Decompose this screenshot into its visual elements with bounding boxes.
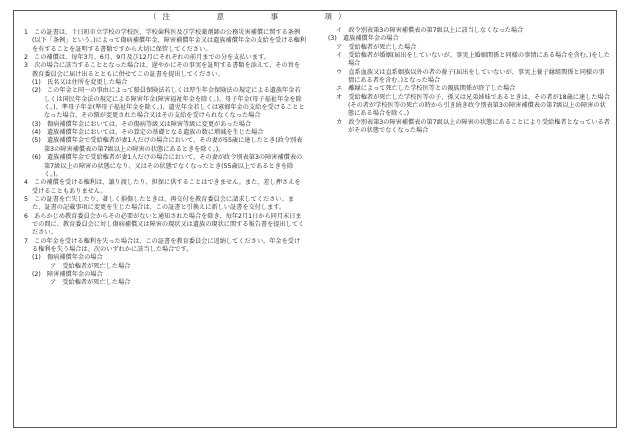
title-text: （注 意 事 項） bbox=[149, 12, 352, 21]
notice-paragraph: ア 受給権者が死亡した場合 bbox=[50, 279, 131, 287]
notice-paragraph: (6) 遺族補償年金で受給権者が妻1人だけの場合において、その妻が政令別表第3の障害補償表の第7級以上の障害の状態になり、又はその状態でなくなったとき(55歳以上であるときを除く。)。 bbox=[32, 154, 303, 178]
notice-paragraph: 7 この年金を受ける権利を失った場合は、この証書を教育委員会に返納してください。年金を受ける権利を失う場合は、次のいずれかに該当した場合です。 bbox=[24, 237, 301, 253]
left-column bbox=[24, 29, 306, 288]
notice-paragraph: オ 受給権者が死亡した学校医等の子、孫又は兄弟姉妹であるときは、その者が18歳に達した場合(その者が学校医等の死亡の時から引き続き政令別表第3の障害補償表の第7級以上の障害の状態にある場合を除く。) bbox=[336, 93, 610, 118]
notice-paragraph: (3) 傷病補償年金においては、その傷病等級又は障害等級に変更があった場合 bbox=[32, 120, 252, 128]
notice-paragraph: 6 あらかじめ教育委員会からその必要がないと通知された場合を除き、毎年2月1日から同月末日までの間に、教育委員会に対し傷病補償又は障害の現状又は遺族の現状に関する報告書を提出してください。 bbox=[24, 212, 305, 237]
notice-paragraph: 1 この証書は、十日町市立学校の学校医、学校歯科医及び学校薬剤師の公務災害補償に関する条例(以下「条例」という。)によって傷病補償年金、障害補償年金又は遺族補償年金の支給を受ける権利を有することを証明する書類ですから大切に保管してください。 bbox=[24, 29, 306, 53]
right-column bbox=[328, 27, 610, 135]
document-title bbox=[14, 11, 616, 23]
notice-paragraph: イ 政令別表第3の障害補償表の第7級以上に該当しなくなった場合 bbox=[336, 27, 524, 34]
notice-paragraph: 4 この補償を受ける権利は、譲り渡したり、担保に供することはできません。また、差し押さえを受けることもありません。 bbox=[24, 179, 301, 195]
notice-paragraph: イ 受給権者が婚姻(届出をしていないが、事実上婚姻関係と同様の事情にある場合を含む。)をした場合 bbox=[336, 52, 610, 68]
notice-paragraph: (2) この年金と同一の事由によって船員保険法若しくは厚生年金保険法の規定による遺族年金若しくは国民年金法の規定による障害年金(障害福祉年金を除く。)、母子年金(母子福祉年金を除く。)、準母子年金(準母子福祉年金を除く。)、遺児年金若しくは寡婦年金の支給を受けることとなった場合、その額が変更された場合又はその支給を受けられなくなった場合 bbox=[32, 87, 305, 120]
notice-paragraph: 5 この証書を亡失したり、著しく損傷したときは、再交付を教育委員会に請求してください。また、証書の記載事項に変更を生じた場合は、この証書と引換えに新しい証書を交付します。 bbox=[24, 195, 294, 212]
notice-paragraph: (3) 遺族補償年金の場合 bbox=[328, 35, 399, 43]
notice-paragraph: ア 受給権者が死亡した場合 bbox=[336, 43, 417, 51]
notice-document bbox=[13, 10, 617, 428]
notice-paragraph: 3 次の場合に該当することとなった場合は、遅やかにその事実を証明する書類を添えて、その旨を教育委員会に届け出るとともに併せてこの証書を提出してください。 bbox=[24, 62, 301, 78]
notice-paragraph: (4) 遺族補償年金においては、その算定の基礎となる遺族の数に増減を生じた場合 bbox=[32, 129, 264, 137]
notice-paragraph: (5) 遺族補償年金で受給権者が妻1人だけの場合において、その妻が55歳に達したとき(政令別表第3の障害補償表の第7級以上の障害の状態にあるときを除く。)。 bbox=[32, 137, 303, 153]
notice-paragraph: ア 受給権者が死亡した場合 bbox=[50, 262, 131, 270]
notice-paragraph: (1) 傷病補償年金の場合 bbox=[32, 254, 103, 262]
notice-paragraph: (1) 氏名又は住所を変更した場合 bbox=[32, 79, 128, 87]
notice-paragraph: カ 政令別表第3の障害補償表の第7級以上の障害の状態にあることにより受給権者となっている者がその状態でなくなった場合 bbox=[336, 118, 610, 135]
notice-paragraph: 2 この補償は、毎年3月、6月、9月及び12月にそれぞれの前月までの分を支払います。 bbox=[24, 54, 270, 62]
notice-paragraph: エ 離縁によって死亡した学校医等との親族関係が終了した場合 bbox=[336, 85, 516, 93]
notice-paragraph: ウ 直系血族又は直系姻族以外の者の養子(届出をしていないが、事実上養子縁組関係と同様の事情にある者を含む。)となった場合 bbox=[336, 68, 605, 85]
notice-paragraph: (2) 障害補償年金の場合 bbox=[32, 270, 103, 278]
